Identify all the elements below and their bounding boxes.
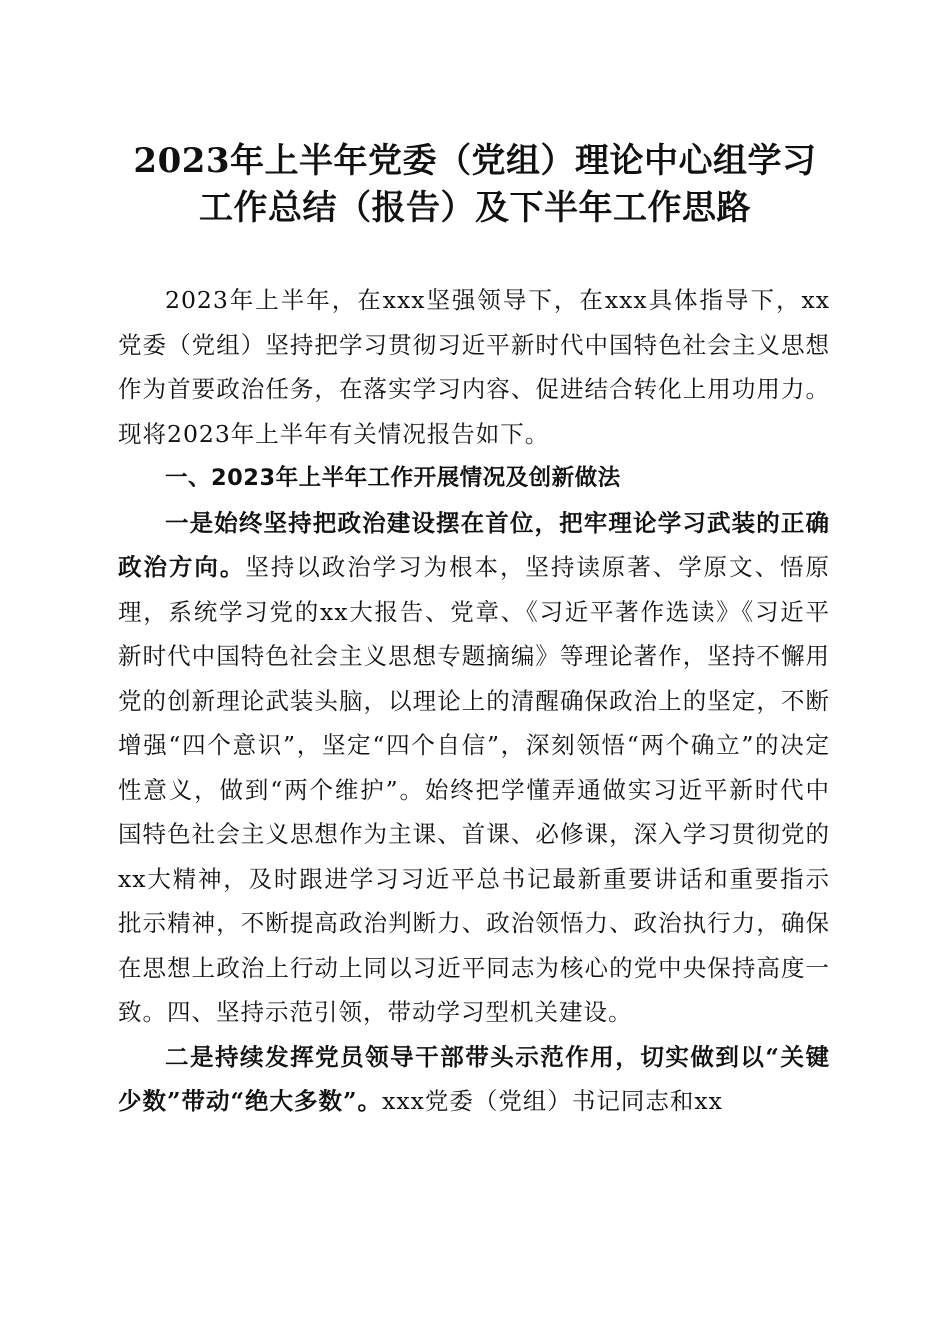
document-title <box>110 138 840 232</box>
paragraph-1-lead: 一是始终坚持把政治建设摆在首位，把牢理论学习武装的正确政治方向。 <box>118 508 830 581</box>
paragraph-2 <box>118 1035 830 1124</box>
paragraph-1 <box>118 501 830 1035</box>
paragraph-2-lead: 二是持续发挥党员领导干部带头示范作用，切实做到以“关键少数”带动“绝大多数”。 <box>118 1042 830 1115</box>
paragraph-2-body: xxx党委（党组）书记同志和xx <box>382 1087 723 1115</box>
paragraph-1-body: 坚持以政治学习为根本，坚持读原著、学原文、悟原理，系统学习党的xx大报告、党章、《习近平著作选读》《习近平新时代中国特色社会主义思想专题摘编》等理论著作，坚持不懈用党的创新理论武装头脑，以理论上的清醒确保政治上的坚定，不断增强“四个意识”，坚定“四个自信”，深刻领悟“两个确立”的决定性意义，做到“两个维护”。始终把学懂弄通做实习近平新时代中国特色社会主义思想作为主课、首课、必修课，深入学习贯彻党的xx大精神，及时跟进学习习近平总书记最新重要讲话和重要指示批示精神，不断提高政治判断力、政治领悟力、政治执行力，确保在思想上政治上行动上同以习近平同志为核心的党中央保持高度一致。四、坚持示范引领，带动学习型机关建设。 <box>118 553 831 1026</box>
intro-paragraph: 2023年上半年，在xxx坚强领导下，在xxx具体指导下，xx党委（党组）坚持把学习贯彻习近平新时代中国特色社会主义思想作为首要政治任务，在落实学习内容、促进结合转化上用功用力。现将2023年上半年有关情况报告如下。 <box>118 286 830 448</box>
title-line-1: 2023年上半年党委（党组）理论中心组学习 <box>133 141 817 181</box>
document-body <box>118 278 830 1124</box>
title-line-2: 工作总结（报告）及下半年工作思路 <box>199 188 751 228</box>
section-heading-1: 一、2023年上半年工作开展情况及创新做法 <box>165 465 621 491</box>
